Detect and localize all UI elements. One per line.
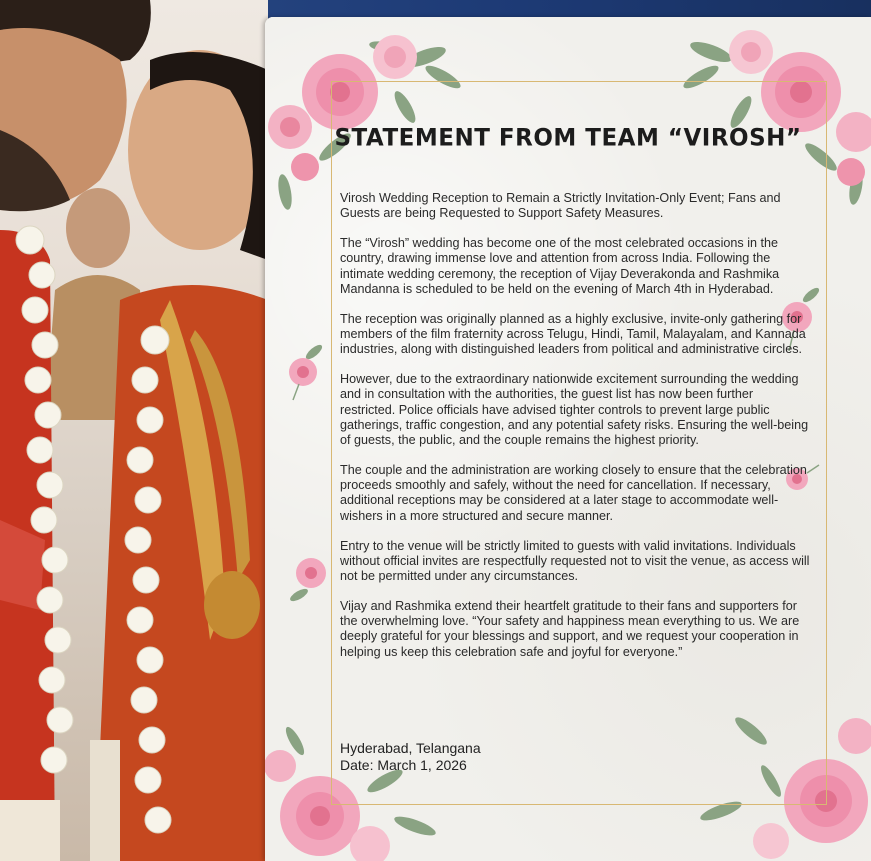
statement-letter: [265, 17, 871, 861]
floral-accent-left: [279, 342, 329, 402]
paragraph-restrictions: However, due to the extraordinary nationwide excitement surrounding the wedding and in consultation with the authorities, the guest list has now been further restricted. Police officials have advised tighter controls to prevent large public gatherings, traffic congestion, and any potential safety risks. Ensuring the well-being of guests, the public, and the couple remains the highest priority.: [340, 372, 809, 448]
paragraph-original-plan: The reception was originally planned as a highly exclusive, invite-only gathering for members of the film fraternity across Telugu, Hindi, Tamil, Malayalam, and Kannada industries, along with distinguished leaders from political and administrative circles.: [340, 311, 806, 357]
location-line: Hyderabad, Telangana: [340, 740, 481, 756]
date-line: Date: March 1, 2026: [340, 757, 467, 773]
paragraph-gratitude: Vijay and Rashmika extend their heartfelt gratitude to their fans and supporters for the overwhelming love. “Your safety and happiness mean everything to us. We are deeply grateful for your blessings and support, and we request your cooperation in helping us keep this celebration safe and joyful for everyone.”: [340, 599, 800, 659]
paragraph-entry-policy: Entry to the venue will be strictly limited to guests with valid invitations. Individuals without official invites are respectfully requested not to visit the venue, as access will not be permitted under any circumstances.: [340, 538, 810, 584]
statement-title: STATEMENT FROM TEAM “VIROSH”: [334, 124, 802, 152]
paragraph-intro: The “Virosh” wedding has become one of the most celebrated occasions in the country, drawing immense love and attention from across India. Following the intimate wedding ceremony, the reception of Vijay Deverakonda and Rashmika Mandanna is scheduled to be held on the evening of March 4th in Hyderabad.: [340, 236, 780, 296]
wedding-photo-illustration: [0, 0, 268, 861]
paragraph-headline: Virosh Wedding Reception to Remain a Strictly Invitation-Only Event; Fans and Guests are being Requested to Support Safety Measures.: [340, 191, 781, 221]
floral-accent-left-lower: [287, 545, 337, 605]
signature-block: [340, 740, 640, 774]
wedding-couple-photo: [0, 0, 268, 861]
statement-body: [340, 191, 810, 675]
paragraph-coordination: The couple and the administration are working closely to ensure that the celebration proceeds smoothly and safely, without the need for cancellation. If necessary, additional receptions may be considered at a later stage to accommodate well-wishers in a more structured and secure manner.: [340, 463, 807, 523]
